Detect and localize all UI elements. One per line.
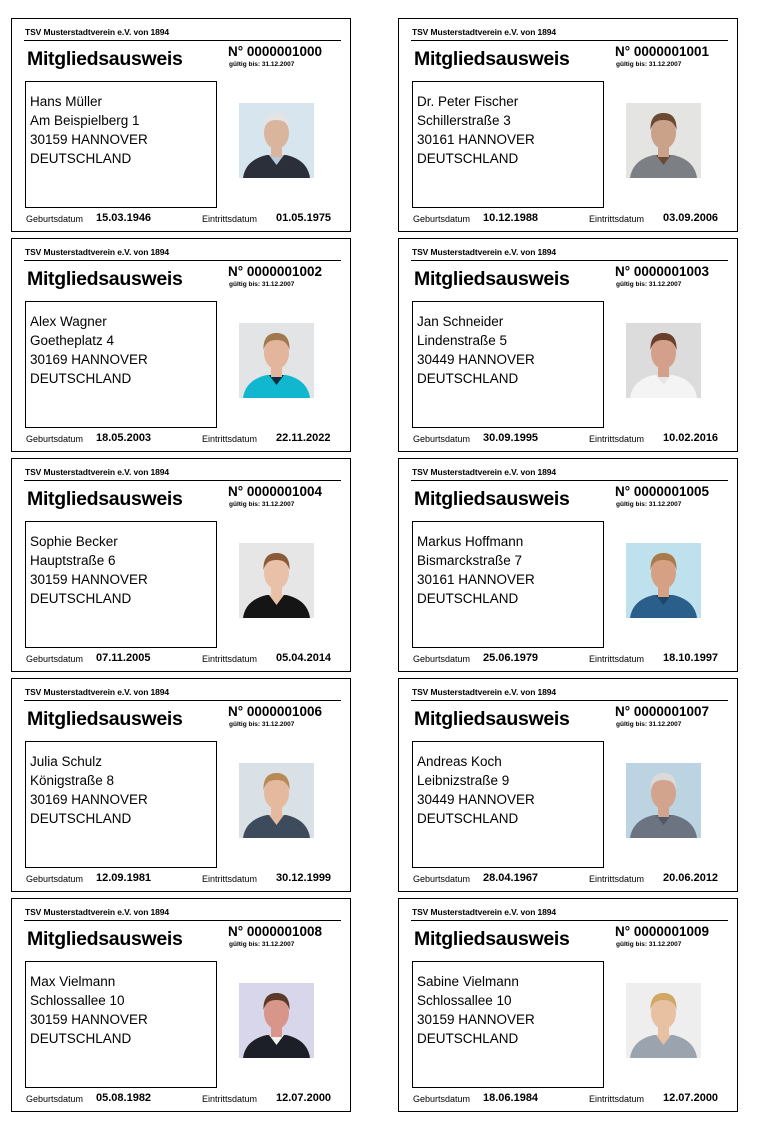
- birth-date: 28.04.1967: [483, 872, 539, 884]
- address-box: [412, 301, 604, 428]
- member-photo: [239, 543, 314, 618]
- valid-until: gültig bis: 31.12.2007: [616, 501, 682, 508]
- member-name: Sophie Becker: [30, 534, 118, 549]
- club-name: TSV Musterstadtverein e.V. von 1894: [25, 467, 170, 477]
- member-name: Andreas Koch: [417, 754, 502, 769]
- member-street: Lindenstraße 5: [417, 333, 508, 348]
- member-country: DEUTSCHLAND: [30, 151, 132, 166]
- card-title: Mitgliedsausweis: [27, 48, 183, 70]
- header-divider: [24, 920, 341, 921]
- member-country: DEUTSCHLAND: [417, 151, 519, 166]
- address-box: [25, 521, 217, 648]
- member-photo: [626, 983, 701, 1058]
- member-street: Schillerstraße 3: [417, 113, 511, 128]
- member-country: DEUTSCHLAND: [417, 1031, 519, 1046]
- entry-date-label: Eintrittsdatum: [589, 654, 645, 664]
- address-box: [25, 301, 217, 428]
- member-number: N° 0000001000: [228, 44, 322, 59]
- address-box: [412, 961, 604, 1088]
- membership-card: [11, 18, 351, 232]
- card-title: Mitgliedsausweis: [414, 488, 570, 510]
- valid-until: gültig bis: 31.12.2007: [616, 281, 682, 288]
- member-street: Schlossallee 10: [417, 993, 512, 1008]
- card-title: Mitgliedsausweis: [414, 928, 570, 950]
- card-title: Mitgliedsausweis: [27, 708, 183, 730]
- member-number: N° 0000001004: [228, 484, 322, 499]
- club-name: TSV Musterstadtverein e.V. von 1894: [412, 907, 557, 917]
- member-country: DEUTSCHLAND: [417, 591, 519, 606]
- birth-date: 12.09.1981: [96, 872, 152, 884]
- header-divider: [411, 480, 728, 481]
- member-name: Jan Schneider: [417, 314, 504, 329]
- birth-date: 18.06.1984: [483, 1092, 539, 1104]
- entry-date: 18.10.1997: [663, 652, 719, 664]
- member-number: N° 0000001006: [228, 704, 322, 719]
- club-name: TSV Musterstadtverein e.V. von 1894: [25, 907, 170, 917]
- birth-date-label: Geburtsdatum: [413, 874, 471, 884]
- member-city: 30159 HANNOVER: [30, 1012, 148, 1027]
- valid-until: gültig bis: 31.12.2007: [616, 941, 682, 948]
- member-photo: [239, 763, 314, 838]
- birth-date-label: Geburtsdatum: [26, 654, 84, 664]
- member-photo: [626, 763, 701, 838]
- member-street: Königstraße 8: [30, 773, 115, 788]
- valid-until: gültig bis: 31.12.2007: [229, 721, 295, 728]
- member-city: 30169 HANNOVER: [30, 352, 148, 367]
- birth-date-label: Geburtsdatum: [413, 434, 471, 444]
- member-street: Schlossallee 10: [30, 993, 125, 1008]
- card-title: Mitgliedsausweis: [27, 928, 183, 950]
- member-photo: [626, 543, 701, 618]
- birth-date-label: Geburtsdatum: [26, 434, 84, 444]
- club-name: TSV Musterstadtverein e.V. von 1894: [412, 687, 557, 697]
- membership-card: [11, 678, 351, 892]
- club-name: TSV Musterstadtverein e.V. von 1894: [412, 27, 557, 37]
- card-title: Mitgliedsausweis: [414, 268, 570, 290]
- member-photo: [626, 103, 701, 178]
- member-number: N° 0000001009: [615, 924, 709, 939]
- header-divider: [411, 920, 728, 921]
- birth-date-label: Geburtsdatum: [26, 1094, 84, 1104]
- entry-date: 22.11.2022: [276, 432, 331, 444]
- header-divider: [411, 700, 728, 701]
- entry-date: 12.07.2000: [663, 1092, 719, 1104]
- member-street: Leibnizstraße 9: [417, 773, 510, 788]
- entry-date: 05.04.2014: [276, 652, 332, 664]
- address-box: [25, 961, 217, 1088]
- valid-until: gültig bis: 31.12.2007: [229, 61, 295, 68]
- member-country: DEUTSCHLAND: [30, 371, 132, 386]
- member-country: DEUTSCHLAND: [417, 811, 519, 826]
- address-box: [25, 741, 217, 868]
- entry-date-label: Eintrittsdatum: [202, 1094, 258, 1104]
- member-city: 30169 HANNOVER: [30, 792, 148, 807]
- birth-date: 05.08.1982: [96, 1092, 152, 1104]
- address-box: [25, 81, 217, 208]
- member-street: Goetheplatz 4: [30, 333, 115, 348]
- membership-card: [11, 238, 351, 452]
- entry-date-label: Eintrittsdatum: [589, 1094, 645, 1104]
- card-title: Mitgliedsausweis: [414, 708, 570, 730]
- valid-until: gültig bis: 31.12.2007: [229, 281, 295, 288]
- member-name: Hans Müller: [30, 94, 103, 109]
- address-box: [412, 521, 604, 648]
- entry-date: 20.06.2012: [663, 872, 719, 884]
- member-city: 30449 HANNOVER: [417, 792, 535, 807]
- header-divider: [411, 260, 728, 261]
- entry-date-label: Eintrittsdatum: [202, 434, 258, 444]
- membership-card: [11, 898, 351, 1112]
- member-street: Am Beispielberg 1: [30, 113, 140, 128]
- address-box: [412, 741, 604, 868]
- entry-date-label: Eintrittsdatum: [589, 874, 645, 884]
- member-street: Hauptstraße 6: [30, 553, 116, 568]
- birth-date-label: Geburtsdatum: [26, 874, 84, 884]
- member-photo: [239, 323, 314, 398]
- entry-date: 01.05.1975: [276, 212, 332, 224]
- birth-date: 25.06.1979: [483, 652, 539, 664]
- member-name: Sabine Vielmann: [417, 974, 519, 989]
- club-name: TSV Musterstadtverein e.V. von 1894: [412, 247, 557, 257]
- membership-card: [398, 898, 738, 1112]
- header-divider: [24, 480, 341, 481]
- member-number: N° 0000001008: [228, 924, 322, 939]
- birth-date: 10.12.1988: [483, 212, 539, 224]
- member-city: 30161 HANNOVER: [417, 132, 535, 147]
- member-name: Max Vielmann: [30, 974, 116, 989]
- member-name: Dr. Peter Fischer: [417, 94, 519, 109]
- valid-until: gültig bis: 31.12.2007: [616, 721, 682, 728]
- entry-date: 03.09.2006: [663, 212, 719, 224]
- member-street: Bismarckstraße 7: [417, 553, 523, 568]
- member-number: N° 0000001005: [615, 484, 709, 499]
- member-number: N° 0000001007: [615, 704, 709, 719]
- membership-card: [398, 238, 738, 452]
- birth-date-label: Geburtsdatum: [26, 214, 84, 224]
- header-divider: [24, 700, 341, 701]
- entry-date: 12.07.2000: [276, 1092, 332, 1104]
- member-photo: [626, 323, 701, 398]
- entry-date-label: Eintrittsdatum: [589, 434, 645, 444]
- header-divider: [411, 40, 728, 41]
- address-box: [412, 81, 604, 208]
- entry-date: 30.12.1999: [276, 872, 332, 884]
- valid-until: gültig bis: 31.12.2007: [229, 501, 295, 508]
- club-name: TSV Musterstadtverein e.V. von 1894: [412, 467, 557, 477]
- valid-until: gültig bis: 31.12.2007: [229, 941, 295, 948]
- birth-date: 18.05.2003: [96, 432, 152, 444]
- club-name: TSV Musterstadtverein e.V. von 1894: [25, 687, 170, 697]
- club-name: TSV Musterstadtverein e.V. von 1894: [25, 247, 170, 257]
- member-name: Julia Schulz: [30, 754, 103, 769]
- entry-date-label: Eintrittsdatum: [589, 214, 645, 224]
- birth-date: 15.03.1946: [96, 212, 152, 224]
- member-country: DEUTSCHLAND: [30, 591, 132, 606]
- membership-card: [11, 458, 351, 672]
- member-city: 30159 HANNOVER: [30, 572, 148, 587]
- member-number: N° 0000001001: [615, 44, 709, 59]
- club-name: TSV Musterstadtverein e.V. von 1894: [25, 27, 170, 37]
- entry-date-label: Eintrittsdatum: [202, 214, 258, 224]
- member-photo: [239, 103, 314, 178]
- valid-until: gültig bis: 31.12.2007: [616, 61, 682, 68]
- birth-date: 07.11.2005: [96, 652, 151, 664]
- membership-card: [398, 458, 738, 672]
- member-name: Alex Wagner: [30, 314, 107, 329]
- entry-date-label: Eintrittsdatum: [202, 874, 258, 884]
- member-number: N° 0000001003: [615, 264, 709, 279]
- member-country: DEUTSCHLAND: [30, 1031, 132, 1046]
- birth-date: 30.09.1995: [483, 432, 539, 444]
- member-country: DEUTSCHLAND: [417, 371, 519, 386]
- member-city: 30159 HANNOVER: [417, 1012, 535, 1027]
- card-title: Mitgliedsausweis: [414, 48, 570, 70]
- membership-card: [398, 18, 738, 232]
- card-title: Mitgliedsausweis: [27, 488, 183, 510]
- header-divider: [24, 260, 341, 261]
- member-number: N° 0000001002: [228, 264, 322, 279]
- member-city: 30159 HANNOVER: [30, 132, 148, 147]
- member-city: 30449 HANNOVER: [417, 352, 535, 367]
- header-divider: [24, 40, 341, 41]
- member-photo: [239, 983, 314, 1058]
- entry-date-label: Eintrittsdatum: [202, 654, 258, 664]
- member-city: 30161 HANNOVER: [417, 572, 535, 587]
- birth-date-label: Geburtsdatum: [413, 214, 471, 224]
- member-name: Markus Hoffmann: [417, 534, 524, 549]
- entry-date: 10.02.2016: [663, 432, 719, 444]
- member-country: DEUTSCHLAND: [30, 811, 132, 826]
- birth-date-label: Geburtsdatum: [413, 654, 471, 664]
- membership-card: [398, 678, 738, 892]
- birth-date-label: Geburtsdatum: [413, 1094, 471, 1104]
- card-title: Mitgliedsausweis: [27, 268, 183, 290]
